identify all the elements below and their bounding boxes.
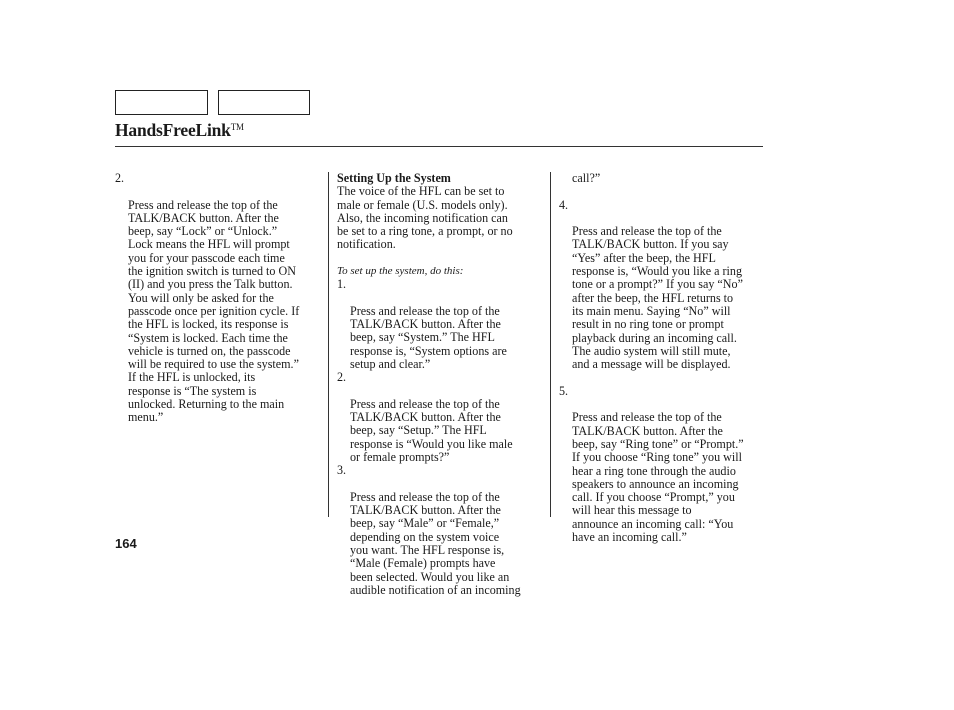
column-2 [337,172,547,597]
column-divider-1 [328,172,329,517]
header-rule [115,146,763,147]
list-item-4 [559,199,769,372]
list-item-2 [337,371,547,464]
list-item-5 [559,385,769,545]
trademark-mark: TM [230,122,244,132]
nav-tab-2[interactable] [218,90,310,115]
item-number: 2. [115,171,125,185]
intro-paragraph: The voice of the HFL can be set to male or female (U.S. models only). Also, the incoming notification can be set to a ring tone, a prompt, or no notification. [337,184,513,252]
nav-tab-1[interactable] [115,90,208,115]
item-text: Press and release the top of the TALK/BACK button. After the beep, say “Setup.” The HFL response is “Would you like male or female prompts?” [350,396,513,464]
item-text: Press and release the top of the TALK/BACK button. After the beep, say “Lock” or “Unlock.” Lock means the HFL will prompt you for your passcode each time the ignition switch is turned to ON (II) and you press the Talk button. You will only be asked for the passcode once per ignition cycle. If the HFL is locked, its response is “System is locked. Each time the vehicle is turned on, the passcode will be required to use the system.” If the HFL is unlocked, its response is “The system is unlocked. Returning to the main menu.” [128,197,300,425]
item-text: Press and release the top of the TALK/BACK button. If you say “Yes” after the beep, the HFL response is, “Would you like a ring tone or a prompt?” If you say “No” after the beep, the HFL returns to its main menu. Saying “No” will result in no ring tone or prompt playback during an incoming call. The audio system will still mute, and a message will be displayed. [572,224,743,372]
item-text: Press and release the top of the TALK/BACK button. After the beep, say “Ring tone” or “Prompt.” If you choose “Ring tone” you will hear a ring tone through the audio speakers to announce an incoming call. If you choose “Prompt,” you will hear this message to announce an incoming call: “You have an incoming call.” [572,410,744,545]
item-text: Press and release the top of the TALK/BACK button. After the beep, say “Male” or “Female,” depending on the system voice you want. The HFL response is, “Male (Female) prompts have been selected. Would you like an audible notification of an incoming [350,489,521,597]
list-item-3 [337,464,547,597]
column-3 [559,172,769,544]
item-number: 1. [337,277,347,292]
continued-text: call?” [572,171,601,185]
item-number: 5. [559,383,569,398]
section-heading: Setting Up the System [337,171,451,185]
item-text: Press and release the top of the TALK/BACK button. After the beep, say “System.” The HFL response is, “System options are setup and clear.” [350,303,507,371]
column-1 [115,172,325,425]
column-divider-2 [550,172,551,517]
list-item-1 [337,278,547,371]
item-number: 4. [559,197,569,212]
spacer [559,371,769,384]
title-text: HandsFreeLink [115,120,231,140]
list-item-2 [115,172,325,425]
instruction-line: To set up the system, do this: [337,264,464,277]
item-number: 3. [337,463,347,478]
page-title [115,120,244,141]
spacer [559,185,769,198]
item-number: 2. [337,370,347,385]
page-number: 164 [115,536,137,551]
